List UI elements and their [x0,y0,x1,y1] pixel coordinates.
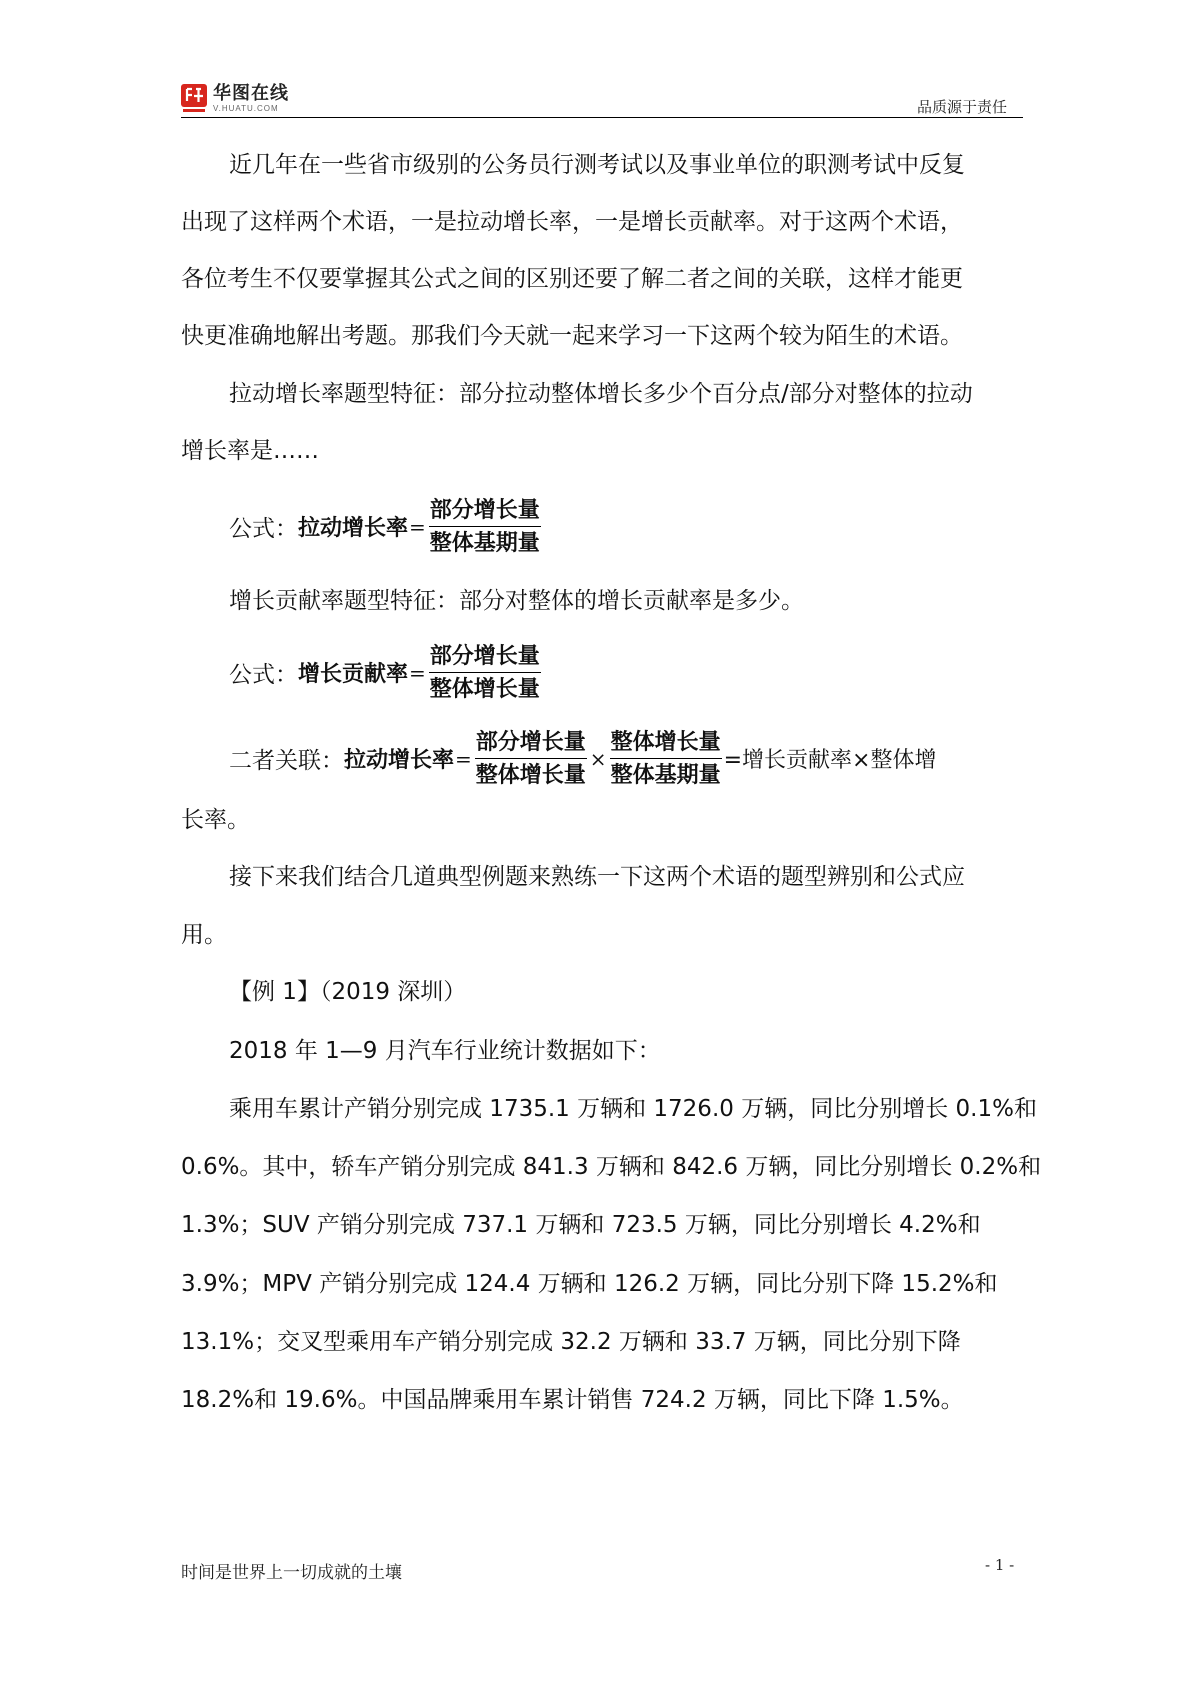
data-line: 3.9%；MPV 产销分别完成 124.4 万辆和 126.2 万辆，同比分别下降 15.2%和 [181,1271,998,1297]
footer-motto: 时间是世界上一切成就的土壤 [181,1563,402,1583]
header-slogan: 品质源于责任 [916,98,1007,116]
formula-pull-growth [229,496,543,557]
denominator: 整体基期量 [610,762,721,788]
paragraph-line: 长率。 [181,807,250,833]
formula-contribution-rate [229,642,543,703]
times-sign: × [589,746,607,771]
paragraph-line: 近几年在一些省市级别的公务员行测考试以及事业单位的职测考试中反复 [229,152,965,178]
paragraph-line: 接下来我们结合几道典型例题来熟练一下这两个术语的题型辨别和公式应 [229,864,965,890]
fraction [429,642,541,703]
paragraph-line: 各位考生不仅要掌握其公式之间的区别还要了解二者之间的关联，这样才能更 [181,266,963,292]
formula-label: 公式： [229,662,298,688]
formula-lhs: 拉动增长率 [298,515,409,541]
logo-url: V.HUATU.COM [213,104,279,113]
formula-label: 公式： [229,516,298,542]
paragraph-line: 出现了这样两个术语，一是拉动增长率，一是增长贡献率。对于这两个术语， [181,209,963,235]
data-line: 18.2%和 19.6%。中国品牌乘用车累计销售 724.2 万辆，同比下降 1.5%。 [181,1387,964,1413]
fraction [610,728,722,789]
equals-sign: = [455,746,472,771]
huatu-logo [181,84,289,116]
example-intro: 2018 年 1—9 月汽车行业统计数据如下： [229,1038,661,1064]
fraction [429,496,541,557]
numerator: 部分增长量 [429,642,541,673]
equals-sign: = [409,514,426,539]
denominator: 整体增长量 [429,676,540,702]
formula-lhs: 拉动增长率 [344,747,455,773]
page-number: - 1 - [985,1556,1015,1574]
data-line: 1.3%；SUV 产销分别完成 737.1 万辆和 723.5 万辆，同比分别增长 4.2%和 [181,1212,981,1238]
formula-rhs: =增长贡献率×整体增 [723,748,937,773]
numerator: 整体增长量 [610,728,722,759]
formula-label: 二者关联： [229,748,344,774]
paragraph-line: 用。 [181,922,227,948]
example-title: 【例 1】（2019 深圳） [229,979,467,1005]
denominator: 整体基期量 [429,530,540,556]
page-header [181,84,1023,120]
fraction [475,728,587,789]
numerator: 部分增长量 [475,728,587,759]
paragraph-line: 拉动增长率题型特征：部分拉动整体增长多少个百分点/部分对整体的拉动 [229,381,973,407]
paragraph-line: 增长率是…… [181,438,319,464]
denominator: 整体增长量 [475,762,586,788]
data-line: 乘用车累计产销分别完成 1735.1 万辆和 1726.0 万辆，同比分别增长 0.1%和 [229,1096,1037,1122]
logo-name: 华图在线 [213,83,289,104]
header-divider [181,117,1023,118]
huatu-logo-icon [181,84,207,114]
formula-relation [229,728,936,789]
data-line: 13.1%；交叉型乘用车产销分别完成 32.2 万辆和 33.7 万辆，同比分别下降 [181,1329,961,1355]
paragraph-line: 快更准确地解出考题。那我们今天就一起来学习一下这两个较为陌生的术语。 [181,323,963,349]
numerator: 部分增长量 [429,496,541,527]
equals-sign: = [409,660,426,685]
formula-lhs: 增长贡献率 [298,661,409,687]
data-line: 0.6%。其中，轿车产销分别完成 841.3 万辆和 842.6 万辆，同比分别增长 0.2%和 [181,1154,1042,1180]
paragraph-line: 增长贡献率题型特征：部分对整体的增长贡献率是多少。 [229,588,804,614]
